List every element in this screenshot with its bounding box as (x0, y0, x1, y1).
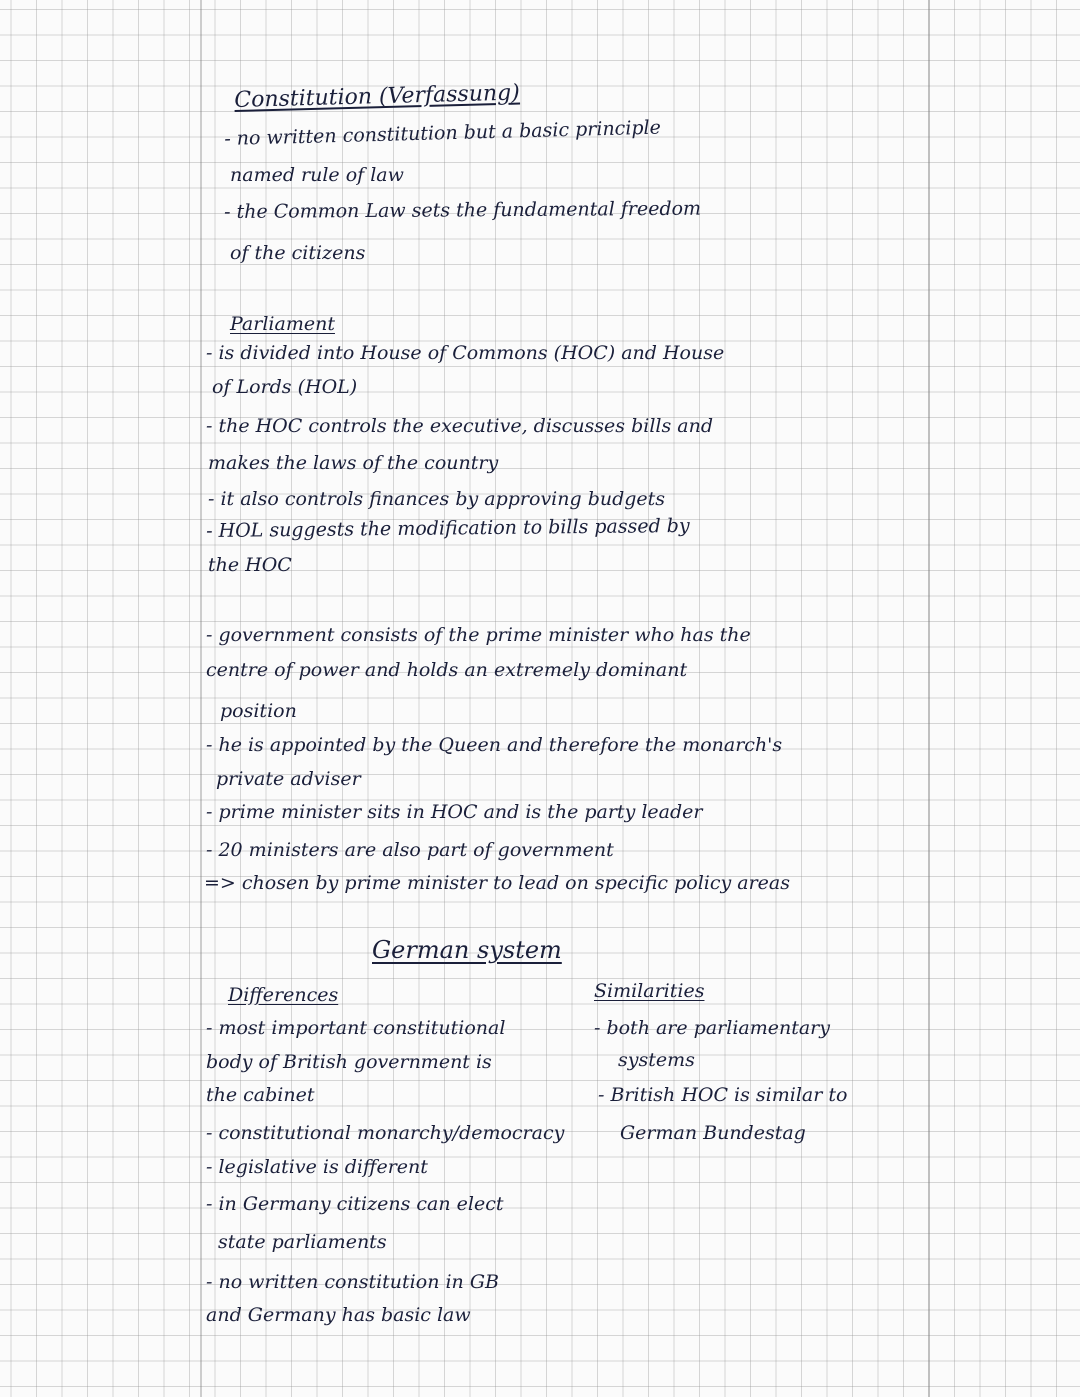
differences-line-4: - constitutional monarchy/democracy (206, 1122, 565, 1144)
parliament-line-5: - it also controls finances by approving budgets (208, 488, 666, 510)
differences-line-7: state parliaments (218, 1231, 387, 1253)
differences-line-2: body of British government is (206, 1051, 492, 1073)
differences-line-3: the cabinet (206, 1084, 315, 1106)
german-system-heading: German system (372, 936, 562, 964)
constitution-line-2: named rule of law (230, 164, 404, 186)
parliament-line-1: - is divided into House of Commons (HOC) and House (206, 342, 725, 364)
constitution-line-4: of the citizens (230, 242, 366, 264)
differences-line-6: - in Germany citizens can elect (206, 1193, 504, 1215)
government-line-6: - prime minister sits in HOC and is the party leader (206, 801, 703, 823)
margin-line-right (928, 0, 930, 1397)
government-line-5: private adviser (216, 768, 361, 790)
similarities-heading: Similarities (594, 980, 705, 1002)
differences-heading: Differences (228, 984, 339, 1006)
differences-line-1: - most important constitutional (206, 1017, 506, 1039)
government-line-8: => chosen by prime minister to lead on specific policy areas (204, 872, 790, 894)
parliament-line-2: of Lords (HOL) (212, 376, 358, 398)
government-line-2: centre of power and holds an extremely dominant (206, 659, 688, 681)
parliament-line-3: - the HOC controls the executive, discusses bills and (206, 415, 713, 437)
government-line-1: - government consists of the prime minister who has the (206, 624, 751, 646)
government-line-7: - 20 ministers are also part of government (206, 839, 614, 861)
margin-line-left (200, 0, 202, 1397)
parliament-heading: Parliament (230, 313, 335, 335)
similarities-line-3: - British HOC is similar to (598, 1084, 848, 1106)
constitution-line-3: - the Common Law sets the fundamental freedom (224, 197, 702, 223)
differences-line-5: - legislative is different (206, 1156, 428, 1178)
differences-line-9: and Germany has basic law (206, 1304, 471, 1326)
government-line-3: position (220, 700, 297, 722)
government-line-4: - he is appointed by the Queen and therefore the monarch's (206, 734, 783, 756)
similarities-line-4: German Bundestag (620, 1122, 806, 1144)
parliament-line-7: the HOC (208, 554, 292, 576)
similarities-line-2: systems (618, 1049, 695, 1071)
constitution-heading: Constitution (Verfassung) (234, 80, 521, 113)
constitution-line-1: - no written constitution but a basic principle (224, 116, 662, 150)
parliament-line-6: - HOL suggests the modification to bills passed by (206, 514, 690, 542)
parliament-line-4: makes the laws of the country (208, 452, 499, 474)
similarities-line-1: - both are parliamentary (594, 1017, 830, 1039)
differences-line-8: - no written constitution in GB (206, 1271, 499, 1293)
